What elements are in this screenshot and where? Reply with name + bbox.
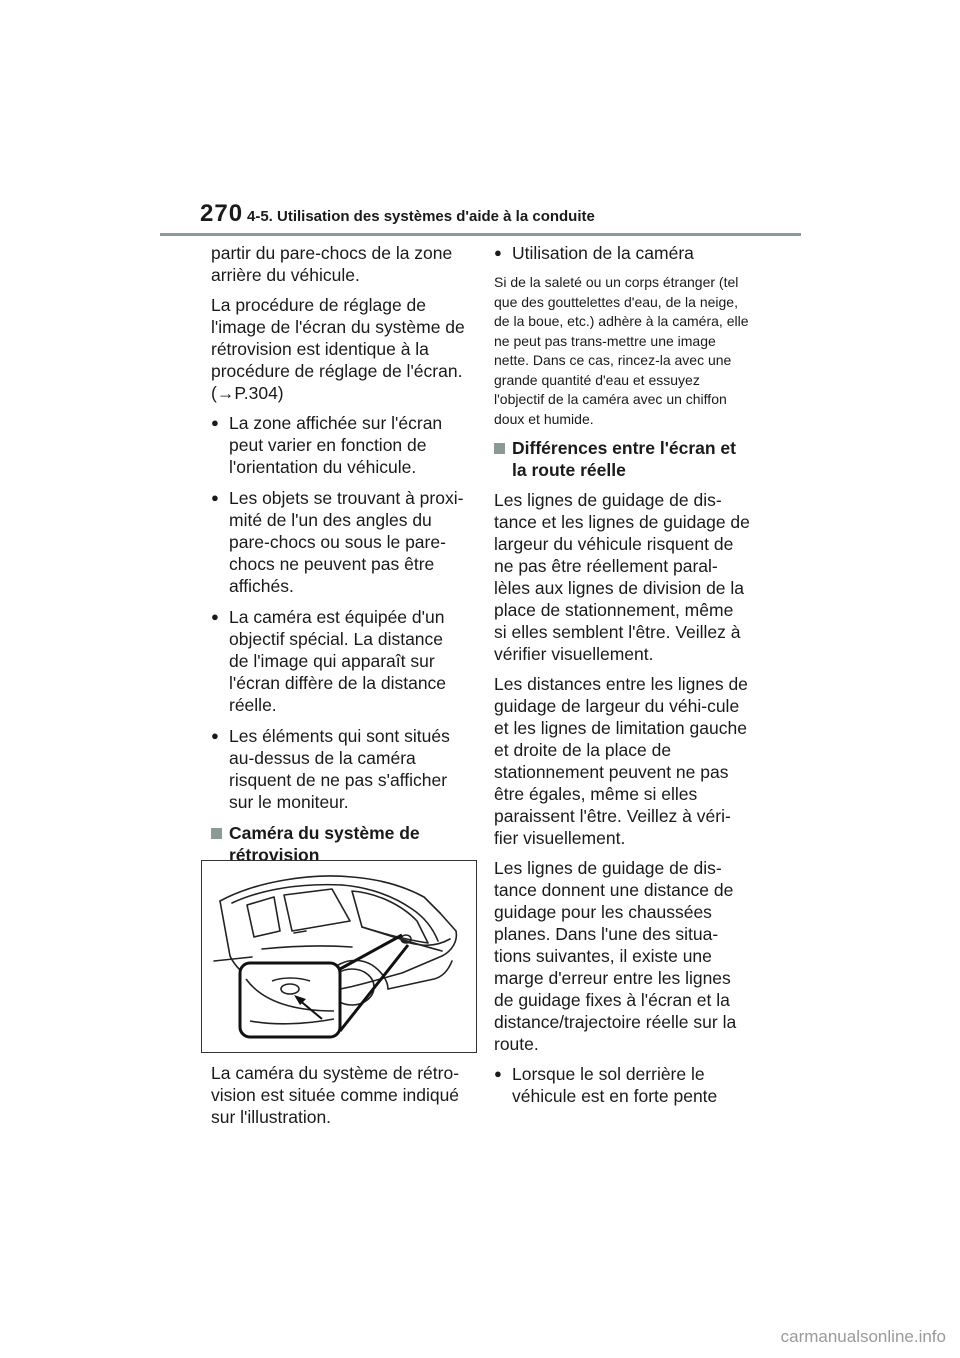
rear-camera-illustration [201, 860, 477, 1053]
section-heading: Caméra du système de rétrovision [211, 822, 467, 866]
paragraph: La procédure de réglage de l'image de l'écran du système de rétrovision est identique à la procédure de réglage de l'écran. (→P.304) [211, 295, 465, 403]
bullet-item: ● Utilisation de la caméra [494, 242, 750, 264]
watermark: carmanualsonline.info [780, 1327, 946, 1346]
paragraph: Les distances entre les lignes de guidage de largeur du véhi-cule et les lignes de limitation gauche et droite de la place de stationnement peuvent ne pas être égales, même si elles paraissent l'être. Veillez à véri-fier visuellement. [494, 674, 748, 848]
left-column [211, 242, 467, 874]
section-heading: Différences entre l'écran et la route réelle [494, 437, 750, 481]
note-text: Si de la saleté ou un corps étranger (tel que des gouttelettes d'eau, de la neige, de la boue, etc.) adhère à la caméra, elle ne peut pas trans-mettre une image nette. Dans ce cas, rincez-la avec une grande quantité d'eau et essuyez l'objectif de la caméra avec un chiffon doux et humide. [494, 274, 749, 427]
paragraph: partir du pare-chocs de la zone arrière du véhicule. [211, 243, 453, 285]
illustration-caption: La caméra du système de rétro-vision est située comme indiqué sur l'illustration. [211, 1063, 460, 1127]
section-title: 4-5. Utilisation des systèmes d'aide à la conduite [247, 208, 595, 225]
right-column [494, 242, 750, 1116]
paragraph: Les lignes de guidage de dis-tance donnent une distance de guidage pour les chaussées planes. Dans l'une des situa-tions suivantes, il existe une marge d'erreur entre les lignes de guidage fixes à l'écran et la distance/trajectoire réelle sur la route. [494, 858, 737, 1054]
car-rear-drawing [202, 861, 476, 1052]
header-rule [160, 233, 801, 236]
bullet-item: ● Lorsque le sol derrière le véhicule est en forte pente [494, 1063, 750, 1107]
paragraph: Les lignes de guidage de dis-tance et les lignes de guidage de largeur du véhicule risquent de ne pas être réellement paral-lèles aux lignes de division de la place de stationnement, même si elles semblent l'être. Veillez à vérifier visuellement. [494, 490, 750, 664]
bullet-item: ● La zone affichée sur l'écran peut varier en fonction de l'orientation du véhicule. [211, 412, 467, 478]
bullet-item: ● Les éléments qui sont situés au-dessus de la caméra risquent de ne pas s'afficher sur le moniteur. [211, 725, 467, 813]
page-number: 270 [200, 200, 244, 227]
bullet-item: ● Les objets se trouvant à proxi-mité de l'un des angles du pare-chocs ou sous le pare-chocs ne peuvent pas être affichés. [211, 487, 467, 597]
bullet-item: ● La caméra est équipée d'un objectif spécial. La distance de l'image qui apparaît sur l'écran diffère de la distance réelle. [211, 606, 467, 716]
